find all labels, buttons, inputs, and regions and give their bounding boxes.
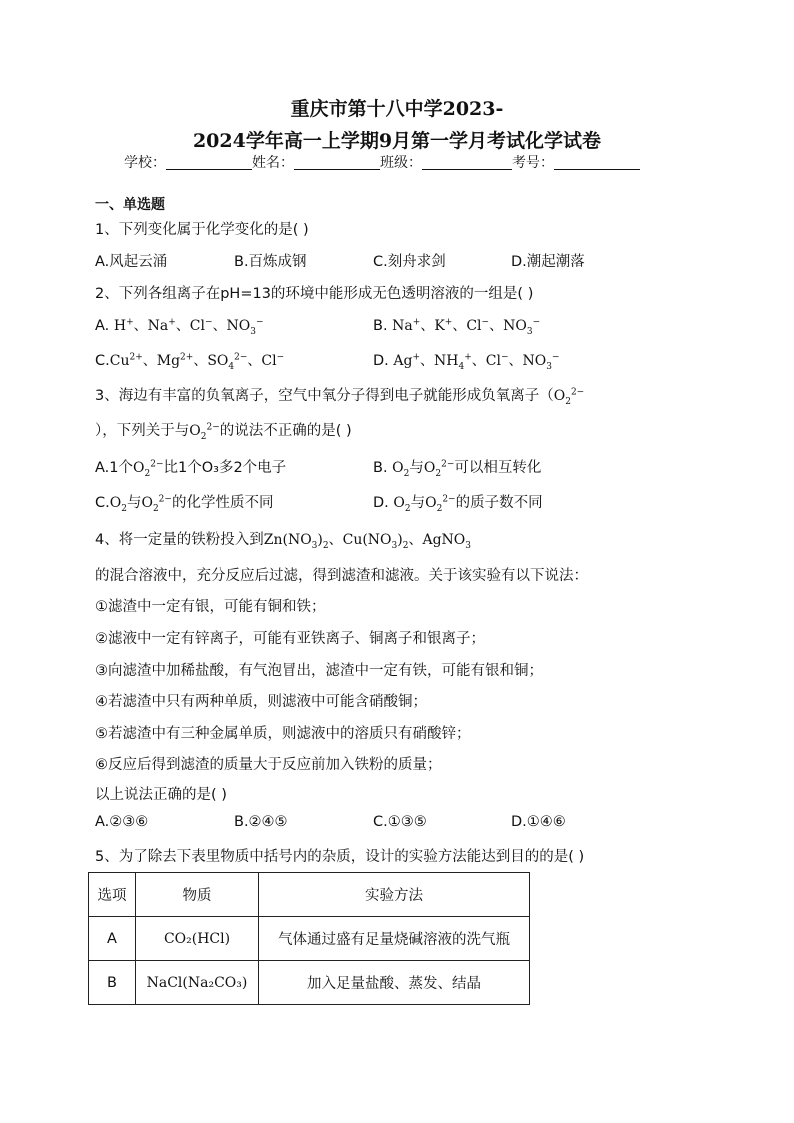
q3-option-c: $C.O_2$与$O_2^{2-}$的化学性质不同 xyxy=(95,494,274,514)
table-row xyxy=(89,961,530,1005)
table-cell: 加入足量盐酸、蒸发、结晶 xyxy=(259,961,530,1005)
q3-stem-line-2: ），下列关于与$O_2^{2-}$的说法不正确的是( ) xyxy=(95,422,352,442)
school-blank xyxy=(166,155,252,170)
table-cell: A xyxy=(89,917,136,961)
title-line-2: 2024学年高一上学期9月第一学月考试化学试卷 xyxy=(192,130,602,152)
q4-statement-1: ①滤渣中一定有银，可能有铜和铁； xyxy=(95,599,326,615)
number-blank xyxy=(554,155,640,170)
q5-table xyxy=(88,872,530,1005)
q2-stem: 2、下列各组离子在pH=13的环境中能形成无色透明溶液的一组是( ) xyxy=(95,286,534,302)
q2-option-b: B. Na+、K+、Cl−、$NO_3^-$ xyxy=(373,317,541,337)
table-header-cell: 物质 xyxy=(136,873,259,917)
table-header-row xyxy=(89,873,530,917)
q4-statement-3: ③向滤渣中加稀盐酸，有气泡冒出，滤渣中一定有铁，可能有银和铜； xyxy=(95,663,543,679)
q2-option-d: D. Ag+、$NH_4^+$、Cl−、$NO_3^-$ xyxy=(373,352,560,372)
table-cell: NaCl(Na₂CO₃) xyxy=(136,961,259,1005)
table-header-cell: 实验方法 xyxy=(259,873,530,917)
student-info-row xyxy=(124,152,640,172)
q4-stem: 4、将一定量的铁粉投入到$Zn(NO_3)_2$、$Cu(NO_3)_2$、AgNO$_3$ xyxy=(95,532,472,551)
q4-ask: 以上说法正确的是( ) xyxy=(95,787,227,803)
q4-option-b: B.②④⑤ xyxy=(234,814,288,830)
q2-option-c: $C.Cu^{2+}$、$Mg^{2+}$、$SO_4^{2-}$、Cl− xyxy=(95,352,285,372)
title-line-1: 重庆市第十八中学2023- xyxy=(290,98,504,120)
q2-option-a: A. H+、Na+、Cl−、$NO_3^-$ xyxy=(95,317,264,337)
q1-option-c: C.刻舟求剑 xyxy=(373,254,446,270)
q4-statement-4: ④若滤渣中只有两种单质，则滤液中可能含硝酸铜； xyxy=(95,694,427,710)
q3-option-d: D. $O_2$与$O_2^{2-}$的质子数不同 xyxy=(373,494,543,514)
q4-statement-5: ⑤若滤渣中有三种金属单质，则滤液中的溶质只有硝酸锌； xyxy=(95,726,471,742)
name-blank xyxy=(294,155,380,170)
q3-option-b: B. $O_2$与$O_2^{2-}$可以相互转化 xyxy=(373,459,542,479)
q5-stem: 5、为了除去下表里物质中括号内的杂质，设计的实验方法能达到目的的是( ) xyxy=(95,849,585,865)
table-cell: B xyxy=(89,961,136,1005)
table-cell: CO₂(HCl) xyxy=(136,917,259,961)
section-heading: 一、单选题 xyxy=(95,197,165,213)
q3-option-a: A.1个$O_2^{2-}$比1个O₃多2个电子 xyxy=(95,459,287,479)
q4-statement-2: ②滤液中一定有锌离子，可能有亚铁离子、铜离子和银离子； xyxy=(95,631,485,647)
q4-option-a: A.②③⑥ xyxy=(95,814,149,830)
table-header-cell: 选项 xyxy=(89,873,136,917)
school-label: 学校： xyxy=(124,155,166,171)
q4-option-c: C.①③⑤ xyxy=(373,814,427,830)
q4-stem-2: 的混合溶液中，充分反应后过滤，得到滤渣和滤液。关于该实验有以下说法： xyxy=(95,568,588,584)
q1-option-b: B.百炼成钢 xyxy=(234,254,307,270)
q3-stem-line-1: 3、海边有丰富的负氧离子，空气中氧分子得到电子就能形成负氧离子（$O_2^{2-}$ xyxy=(95,387,585,407)
q1-option-d: D.潮起潮落 xyxy=(511,254,585,270)
class-blank xyxy=(422,155,512,170)
table-cell: 气体通过盛有足量烧碱溶液的洗气瓶 xyxy=(259,917,530,961)
class-label: 班级： xyxy=(380,155,422,171)
q4-statement-6: ⑥反应后得到滤渣的质量大于反应前加入铁粉的质量； xyxy=(95,757,442,773)
table-row xyxy=(89,917,530,961)
number-label: 考号： xyxy=(512,155,554,171)
q1-option-a: A.风起云涌 xyxy=(95,254,168,270)
q1-stem: 1、下列变化属于化学变化的是( ) xyxy=(95,222,309,238)
name-label: 姓名： xyxy=(252,155,294,171)
q4-option-d: D.①④⑥ xyxy=(511,814,566,830)
